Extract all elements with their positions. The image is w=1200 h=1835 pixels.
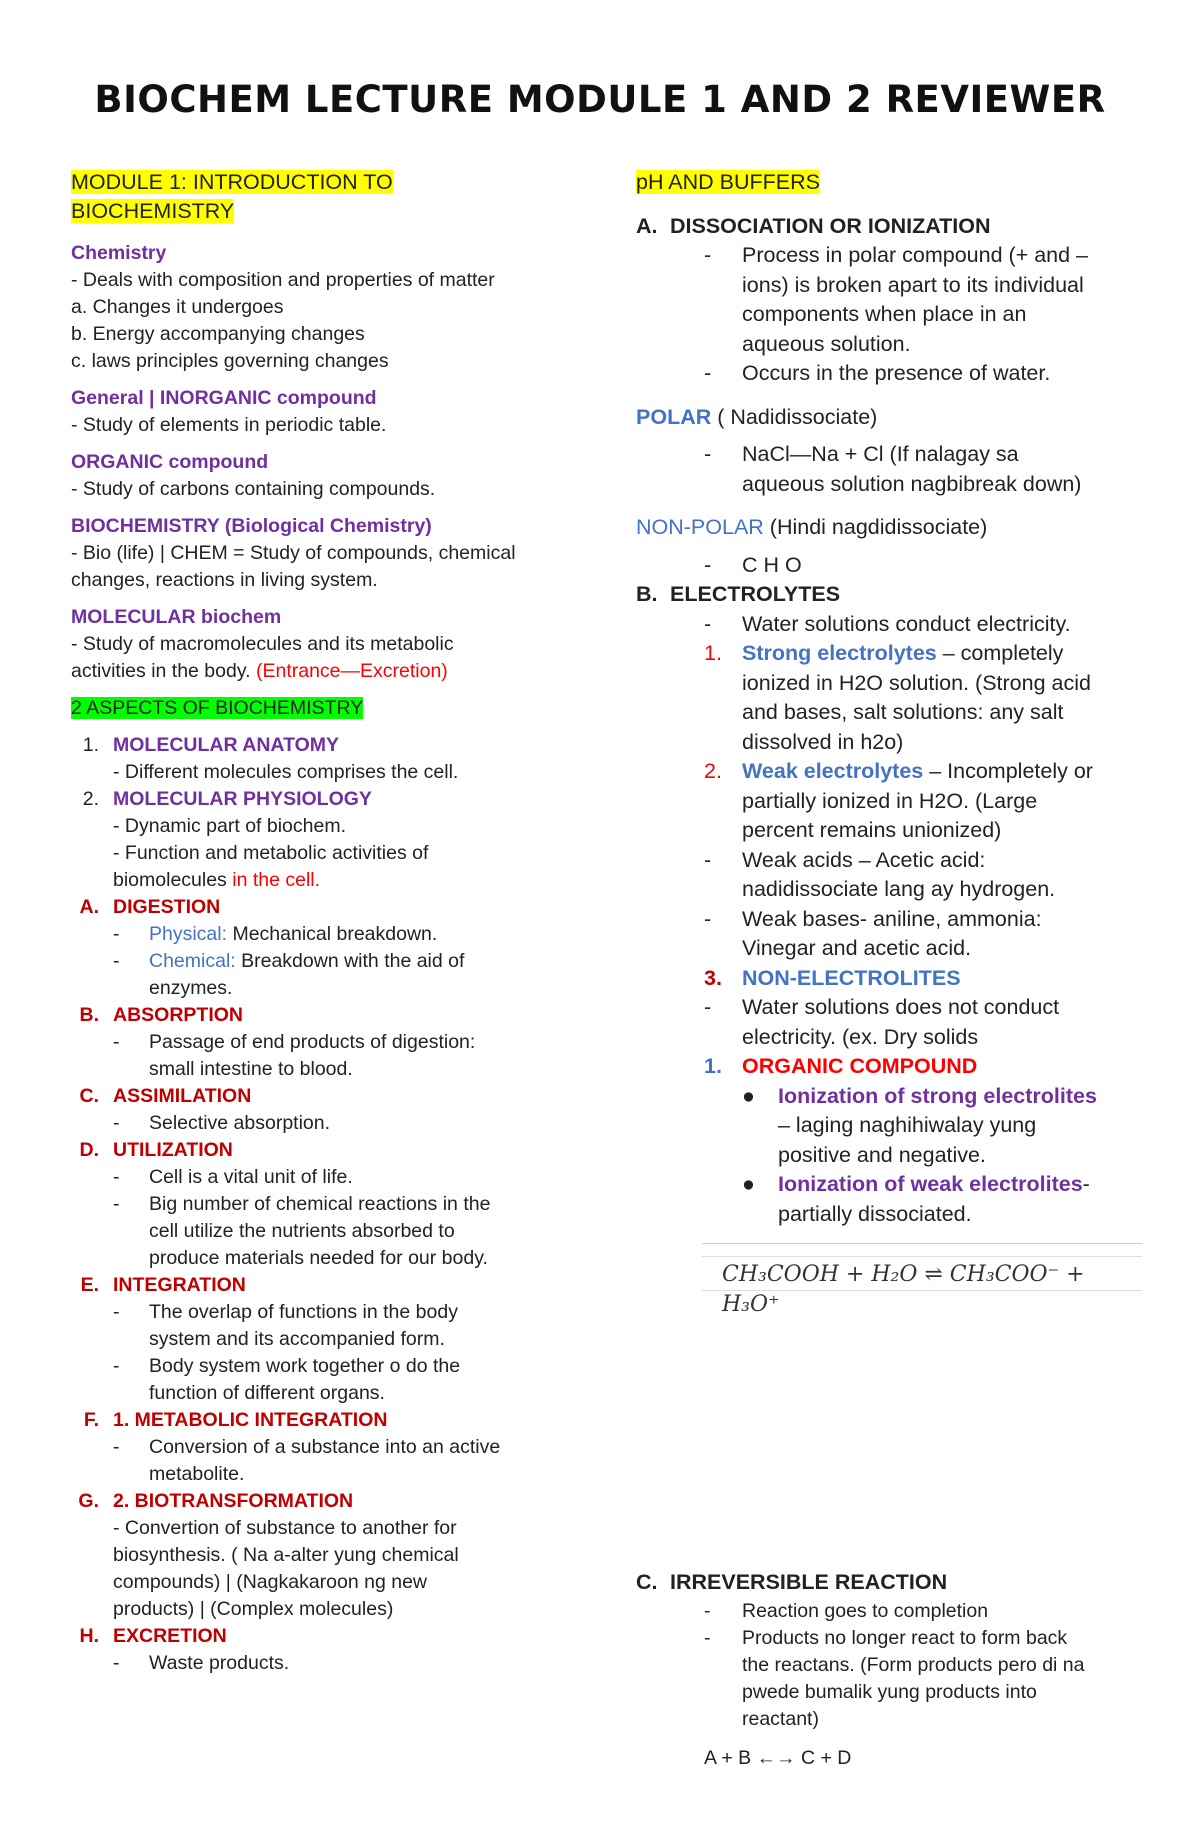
- list-item: ● Ionization of weak electrolites- partially dissociated.: [742, 1172, 1090, 1226]
- biochemistry-text: - Bio (life) | CHEM = Study of compounds, chemical: [71, 542, 516, 564]
- list-item: 3. NON-ELECTROLITES: [704, 965, 961, 990]
- biochemistry-text: changes, reactions in living system.: [71, 569, 378, 591]
- list-item: ● Ionization of strong electrolites – laging naghihiwalay yung positive and negative.: [742, 1083, 1097, 1167]
- chemistry-line: - Deals with composition and properties of matter: [71, 269, 495, 291]
- page-title: BIOCHEM LECTURE MODULE 1 AND 2 REVIEWER: [94, 78, 1106, 121]
- molecular-text: activities in the body. (Entrance—Excretion): [71, 660, 448, 682]
- nonpolar-heading: NON-POLAR (Hindi nagdidissociate): [636, 515, 988, 539]
- right-column: [636, 168, 1136, 1772]
- list-item: A. DIGESTION - Physical: Mechanical breakdown. - Chemical: Breakdown with the aid of enzymes.: [79, 896, 465, 999]
- reaction-equation: A + B ←→ C + D: [704, 1746, 852, 1769]
- list-item: - Water solutions does not conduct electricity. (ex. Dry solids: [704, 995, 1060, 1049]
- list-item: E. INTEGRATION - The overlap of functions in the body system and its accompanied form. - Body system work together o do the function of different organs.: [80, 1274, 461, 1404]
- list-item: 1. Strong electrolytes – completely ionized in H2O solution. (Strong acid and bases, salt solutions: any salt dissolved in h2o): [704, 641, 1091, 754]
- list-item: F. 1. METABOLIC INTEGRATION - Conversion of a substance into an active metabolite.: [83, 1409, 501, 1485]
- list-item: 2. Weak electrolytes – Incompletely or partially ionized in H2O. (Large percent remains unionized): [704, 759, 1093, 842]
- molecular-text: - Study of macromolecules and its metabolic: [71, 633, 454, 655]
- general-text: - Study of elements in periodic table.: [71, 414, 387, 436]
- section-heading: pH AND BUFFERS: [636, 170, 820, 194]
- list-item: 1. ORGANIC COMPOUND: [704, 1054, 978, 1078]
- handwritten-equation: CH₃COOH + H₂O ⇌ CH₃COO⁻ + H₃O⁺: [702, 1243, 1142, 1296]
- list-item: D. UTILIZATION - Cell is a vital unit of life. - Big number of chemical reactions in the cell utilize the nutrients absorbed to produce materials needed for our body.: [79, 1139, 491, 1269]
- chemistry-c: c. laws principles governing changes: [71, 350, 389, 372]
- list-item: - Products no longer react to form back the reactans. (Form products pero di na pwede bumalik yung products into reactant): [704, 1626, 1085, 1730]
- list-item: - Occurs in the presence of water.: [704, 361, 1051, 385]
- list-item: H. EXCRETION - Waste products.: [79, 1625, 290, 1674]
- section-b-title: B. ELECTROLYTES: [636, 582, 841, 606]
- list-item: 1. MOLECULAR ANATOMY - Different molecules comprises the cell.: [82, 734, 459, 783]
- list-item: - Weak bases- aniline, ammonia: Vinegar and acetic acid.: [704, 906, 1042, 960]
- biochemistry-heading: BIOCHEMISTRY (Biological Chemistry): [71, 515, 432, 537]
- molecular-heading: MOLECULAR biochem: [71, 606, 282, 628]
- list-item: 2. MOLECULAR PHYSIOLOGY - Dynamic part of biochem. - Function and metabolic activities of biomolecules in the cell.: [82, 788, 429, 891]
- chemistry-a: a. Changes it undergoes: [71, 296, 284, 318]
- list-item: G. 2. BIOTRANSFORMATION - Convertion of substance to another for biosynthesis. ( Na a-alter yung chemical compounds) | (Nagkakaroon ng new products) | (Complex molecules): [78, 1490, 459, 1620]
- aspects-heading: 2 ASPECTS OF BIOCHEMISTRY: [71, 697, 364, 719]
- section-a-title: A. DISSOCIATION OR IONIZATION: [636, 213, 991, 238]
- organic-text: - Study of carbons containing compounds.: [71, 478, 436, 500]
- polar-heading: POLAR ( Nadidissociate): [636, 404, 878, 429]
- chemistry-b: b. Energy accompanying changes: [71, 323, 365, 345]
- list-item: C. ASSIMILATION - Selective absorption.: [79, 1085, 331, 1134]
- organic-heading: ORGANIC compound: [71, 451, 269, 473]
- general-heading: General | INORGANIC compound: [71, 387, 377, 409]
- list-item: - Reaction goes to completion: [704, 1599, 989, 1622]
- list-item: - Process in polar compound (+ and – ions) is broken apart to its individual components when place in an aqueous solution.: [704, 243, 1088, 356]
- left-column: [71, 168, 591, 1677]
- list-item: B. ABSORPTION - Passage of end products of digestion: small intestine to blood.: [79, 1004, 476, 1080]
- section-c-title: C. IRREVERSIBLE REACTION: [636, 1570, 948, 1594]
- list-item: - NaCl—Na + Cl (If nalagay sa aqueous solution nagbibreak down): [704, 442, 1082, 496]
- list-item: - C H O: [704, 552, 802, 577]
- list-item: - Water solutions conduct electricity.: [704, 611, 1071, 636]
- module-heading: MODULE 1: INTRODUCTION TO BIOCHEMISTRY: [71, 170, 393, 223]
- list-item: - Weak acids – Acetic acid: nadidissociate lang ay hydrogen.: [704, 847, 1056, 901]
- chemistry-heading: Chemistry: [71, 242, 167, 264]
